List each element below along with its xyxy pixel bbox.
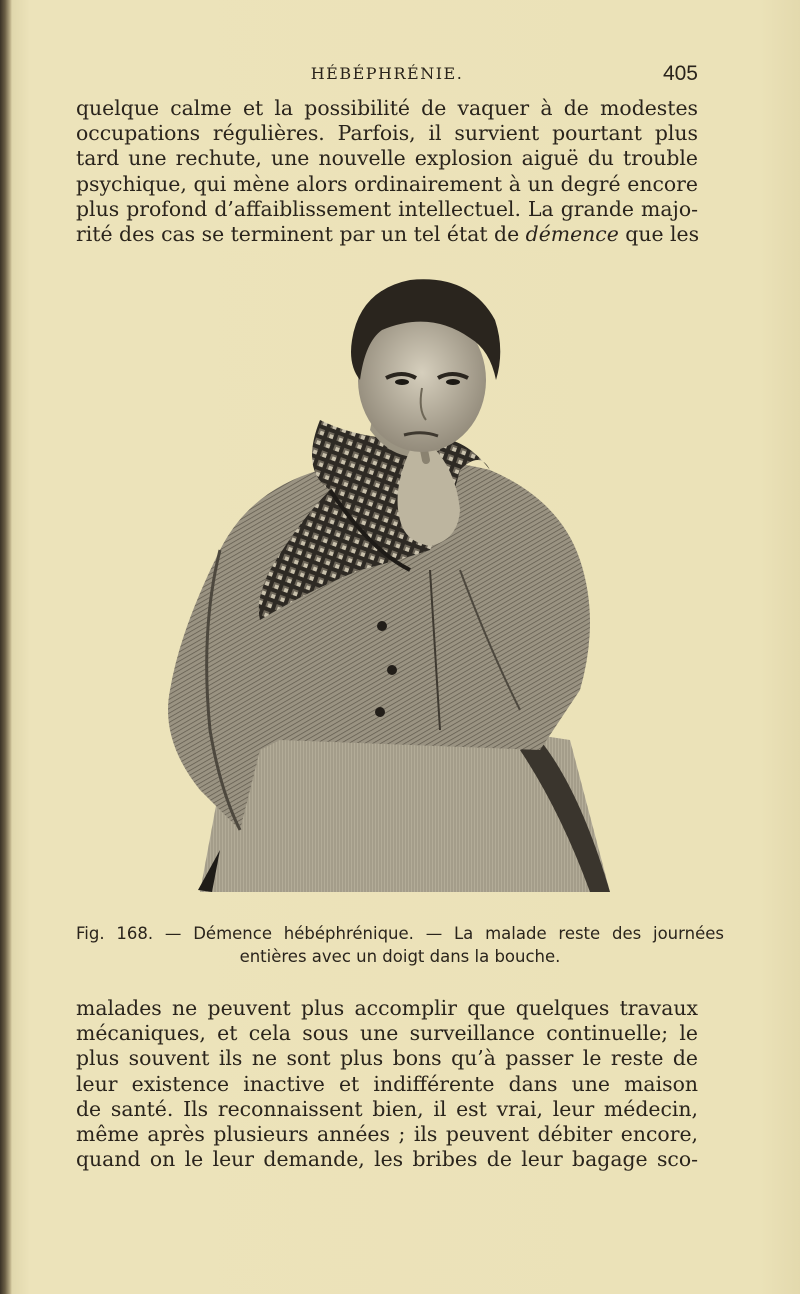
text-line: même après plusieurs années ; ils peuvent débiter encore, — [76, 1122, 698, 1147]
text-line: mécaniques, et cela sous une surveillance continuelle; le — [76, 1021, 698, 1046]
text-line: quand on le leur demande, les bribes de leur bagage sco- — [76, 1147, 698, 1172]
figure-head — [351, 279, 500, 452]
text-segment: rité des cas se terminent par un tel état de — [76, 222, 526, 247]
text-line: leur existence inactive et indifférente dans une maison — [76, 1071, 698, 1096]
caption-line: Fig. 168. — Démence hébéphrénique. — La malade reste des journées — [76, 924, 724, 943]
text-line-last — [76, 222, 698, 247]
figure-caption — [76, 922, 724, 968]
figure-photograph — [160, 270, 620, 902]
chapter-title: HÉBÉPHRÉNIE. — [310, 64, 464, 83]
page-binding-edge — [0, 0, 12, 1294]
emphasis-demence: démence — [525, 222, 619, 247]
paragraph-top — [76, 96, 698, 247]
text-line: plus profond d’affaiblissement intellectuel. La grande majo- — [76, 196, 698, 221]
text-line: malades ne peuvent plus accomplir que quelques travaux — [76, 996, 698, 1020]
caption-line: entières avec un doigt dans la bouche. — [239, 947, 561, 966]
text-line: plus souvent ils ne sont plus bons qu’à passer le reste de — [76, 1046, 698, 1071]
text-line: tard une rechute, une nouvelle explosion aiguë du trouble — [76, 146, 698, 171]
paragraph-bottom — [76, 996, 698, 1172]
text-line: psychique, qui mène alors ordinairement à un degré encore — [76, 171, 698, 196]
text-line: occupations régulières. Parfois, il survient pourtant plus — [76, 121, 698, 146]
text-segment: que les — [618, 222, 700, 247]
running-head — [76, 62, 698, 90]
text-line: de santé. Ils reconnaissent bien, il est vrai, leur médecin, — [76, 1096, 698, 1121]
page-number: 405 — [662, 62, 698, 85]
text-line: quelque calme et la possibilité de vaquer à de modestes — [76, 96, 698, 120]
